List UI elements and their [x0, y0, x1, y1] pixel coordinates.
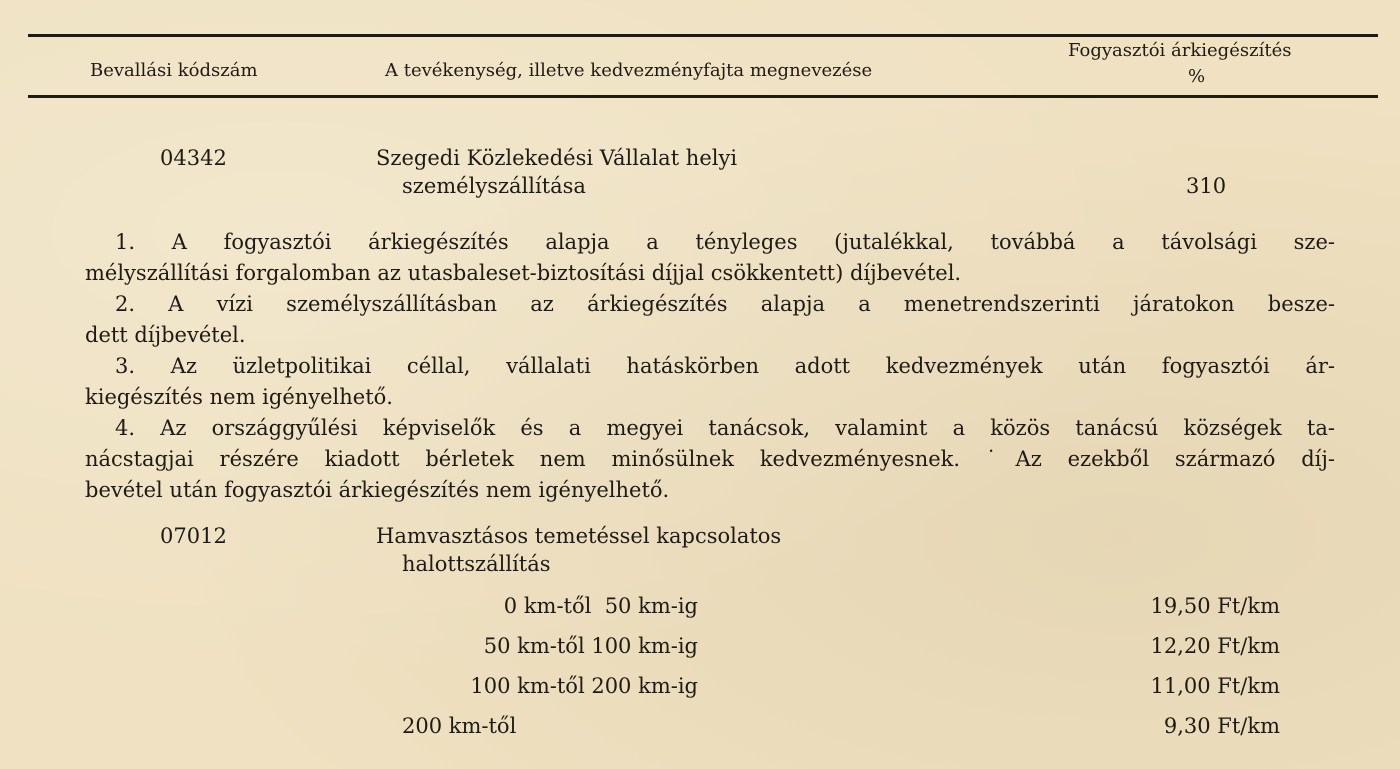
- entry-name: Hamvasztásos temetéssel kapcsolatos: [376, 524, 782, 548]
- rate-value: 19,50 Ft/km: [1150, 594, 1280, 618]
- entry-code: 07012: [160, 524, 227, 548]
- rate-value: 11,00 Ft/km: [1150, 674, 1280, 698]
- note-4-line-2: nácstagjai részére kiadott bérletek nem minősülnek kedvezményesnek. ˙Az ezekből származó díj-: [85, 447, 1335, 471]
- note-2-line-1: 2. A vízi személyszállításban az árkiegészítés alapja a menetrendszerinti járatokon beszе-: [115, 292, 1335, 316]
- note-1-line-2: mélyszállítási forgalomban az utasbaleset-biztosítási díjjal csökkentett) díjbevétel.: [85, 261, 962, 285]
- header-col-subsidy: Fogyasztói árkiegészítés: [1068, 40, 1292, 61]
- header-col-activity: A tevékenység, illetve kedvezményfajta megnevezése: [385, 60, 873, 81]
- entry-value: 310: [1186, 174, 1227, 198]
- entry-name: Szegedi Közlekedési Vállalat helyi: [376, 146, 738, 170]
- notes-block: [85, 227, 1335, 506]
- entry-name-cont: halottszállítás: [402, 552, 551, 576]
- note-4-line-3: bevétel után fogyasztói árkiegészítés nem igényelhető.: [85, 478, 670, 502]
- note-3-line-1: 3. Az üzletpolitikai céllal, vállalati hatáskörben adott kedvezmények után fogyasztói ár-: [115, 354, 1335, 378]
- note-3-line-2: kiegészítés nem igényelhető.: [85, 385, 393, 409]
- rate-value: 12,20 Ft/km: [1150, 634, 1280, 658]
- distance-range: 100 km-től 200 km-ig: [470, 674, 698, 698]
- note-4-line-1: 4. Az országgyűlési képviselők és a megyei tanácsok, valamint a közös tanácsú községek ta-: [115, 416, 1335, 440]
- distance-range: 50 km-től 100 km-ig: [483, 634, 698, 658]
- entry-code: 04342: [160, 146, 227, 170]
- header-top-rule: [28, 34, 1378, 37]
- rate-value: 9,30 Ft/km: [1163, 714, 1280, 738]
- header-col-code: Bevallási kódszám: [90, 60, 258, 81]
- distance-range: 200 km-től: [402, 714, 517, 738]
- header-col-subsidy-unit: %: [1188, 66, 1206, 87]
- note-1-line-1: 1. A fogyasztói árkiegészítés alapja a tényleges (jutalékkal, továbbá a távolsági sze-: [115, 230, 1335, 254]
- distance-range: 0 km-től 50 km-ig: [503, 594, 698, 618]
- header-bottom-rule: [28, 95, 1378, 98]
- note-2-line-2: dett díjbevétel.: [85, 323, 246, 347]
- entry-name-cont: személyszállítása: [402, 174, 586, 198]
